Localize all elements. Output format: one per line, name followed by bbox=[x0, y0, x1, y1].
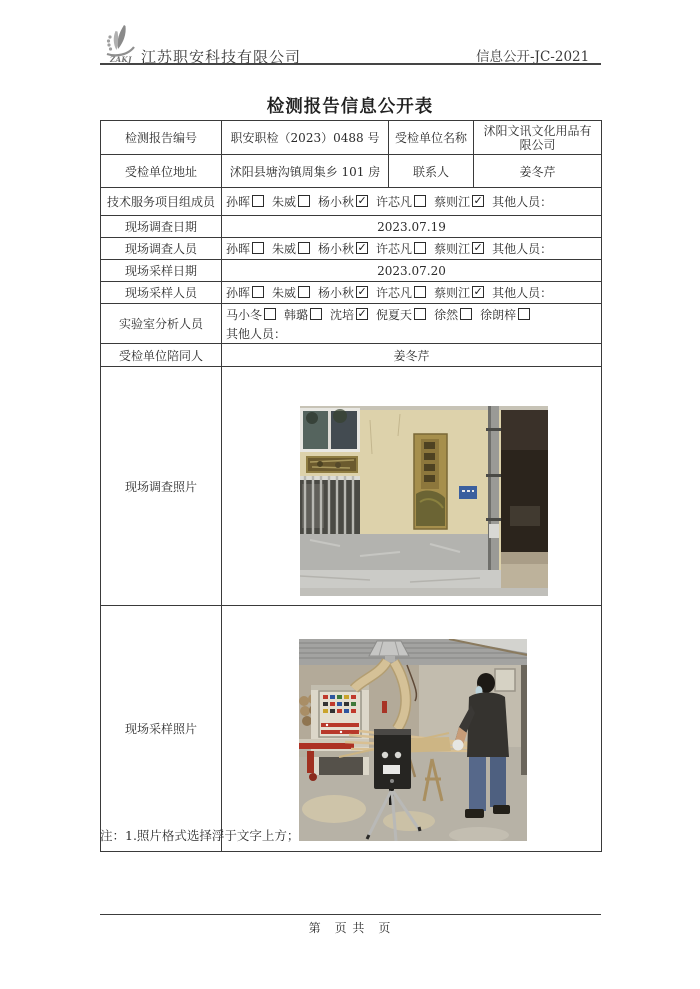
header-rule bbox=[100, 63, 601, 65]
staff-member bbox=[318, 195, 368, 209]
checkbox-checked-icon: ✓ bbox=[357, 307, 367, 320]
escort-value: 姜冬芹 bbox=[222, 344, 602, 367]
staff-member bbox=[330, 308, 368, 322]
survey-staff-members bbox=[222, 238, 602, 260]
others-label: 其他人员： bbox=[492, 286, 553, 300]
staff-member bbox=[376, 195, 426, 209]
others-label: 其他人员： bbox=[492, 242, 553, 256]
staff-name: 杨小秋 bbox=[318, 242, 355, 256]
staff-member bbox=[434, 286, 484, 300]
staff-name: 许芯凡 bbox=[376, 195, 413, 209]
checkbox-unchecked-icon bbox=[252, 286, 264, 298]
survey-photo-cell bbox=[222, 367, 602, 606]
staff-member bbox=[226, 308, 276, 322]
staff-name: 杨小秋 bbox=[318, 195, 355, 209]
checkbox-unchecked-icon bbox=[460, 308, 472, 320]
staff-name: 孙晖 bbox=[226, 242, 251, 256]
staff-member bbox=[318, 286, 368, 300]
checkbox-checked-icon: ✓ bbox=[473, 195, 483, 207]
survey-photo bbox=[300, 406, 548, 596]
staff-member bbox=[226, 286, 264, 300]
staff-name: 许芯凡 bbox=[376, 286, 413, 300]
others-label: 其他人员： bbox=[492, 195, 553, 209]
checkbox-unchecked-icon bbox=[414, 242, 426, 254]
sampling-photo-cell bbox=[222, 606, 602, 852]
contact-value: 姜冬芹 bbox=[474, 155, 602, 188]
row-escort bbox=[101, 344, 602, 367]
survey-staff-label: 现场调查人员 bbox=[101, 238, 222, 260]
lab-staff-label: 实验室分析人员 bbox=[101, 304, 222, 344]
survey-date-label: 现场调查日期 bbox=[101, 216, 222, 238]
unit-name-label: 受检单位名称 bbox=[389, 121, 474, 155]
staff-name: 蔡则江 bbox=[434, 286, 471, 300]
checkbox-unchecked-icon bbox=[298, 195, 310, 207]
checkbox-unchecked-icon bbox=[252, 195, 264, 207]
sampling-date-value: 2023.07.20 bbox=[222, 260, 602, 282]
tech-team-members bbox=[222, 188, 602, 216]
page-number: 第 页 共 页 bbox=[308, 921, 392, 935]
staff-member bbox=[480, 308, 530, 322]
row-survey-photo bbox=[101, 367, 602, 606]
row-sampling-photo bbox=[101, 606, 602, 852]
downspout-pole bbox=[486, 406, 501, 584]
staff-member bbox=[376, 286, 426, 300]
staff-member bbox=[272, 286, 310, 300]
footnote: 注：1.照片格式选择浮于文字上方； bbox=[100, 828, 300, 843]
survey-photo-label: 现场调查照片 bbox=[101, 367, 222, 606]
checkbox-unchecked-icon bbox=[264, 308, 276, 320]
doc-code: 信息公开-JC-2021 bbox=[476, 49, 590, 65]
staff-member bbox=[376, 242, 426, 256]
footer-rule bbox=[100, 914, 601, 915]
unit-address-value: 沭阳县塘沟镇周集乡 101 房 bbox=[222, 155, 389, 188]
checkbox-unchecked-icon bbox=[298, 286, 310, 298]
staff-name: 朱威 bbox=[272, 286, 297, 300]
row-tech-team bbox=[101, 188, 602, 216]
staff-name: 朱威 bbox=[272, 195, 297, 209]
staff-member bbox=[272, 195, 310, 209]
escort-label: 受检单位陪同人 bbox=[101, 344, 222, 367]
page-title: 检测报告信息公开表 bbox=[266, 97, 434, 117]
staff-member bbox=[434, 308, 472, 322]
staff-name: 许芯凡 bbox=[376, 242, 413, 256]
staff-name: 马小冬 bbox=[226, 307, 263, 322]
staff-member bbox=[434, 195, 484, 209]
checkbox-checked-icon: ✓ bbox=[357, 286, 367, 298]
sampling-photo-label: 现场采样照片 bbox=[101, 606, 222, 852]
svg-text:ZAKJ: ZAKJ bbox=[110, 55, 132, 64]
staff-name: 韩璐 bbox=[284, 307, 309, 322]
checkbox-unchecked-icon bbox=[518, 308, 530, 320]
company-name: 江苏职安科技有限公司 bbox=[141, 48, 302, 66]
staff-name: 孙晖 bbox=[226, 286, 251, 300]
report-form-table bbox=[100, 120, 602, 852]
staff-member bbox=[284, 308, 322, 322]
checkbox-unchecked-icon bbox=[414, 286, 426, 298]
vertical-brass-sign bbox=[414, 434, 447, 529]
staff-member bbox=[272, 242, 310, 256]
checkbox-checked-icon: ✓ bbox=[357, 195, 367, 207]
sampling-staff-label: 现场采样人员 bbox=[101, 282, 222, 304]
checkbox-unchecked-icon bbox=[414, 195, 426, 207]
checkbox-checked-icon: ✓ bbox=[473, 286, 483, 298]
others-label: 其他人员： bbox=[226, 326, 287, 341]
barred-window bbox=[300, 476, 360, 534]
staff-name: 蔡则江 bbox=[434, 195, 471, 209]
contact-label: 联系人 bbox=[389, 155, 474, 188]
sampling-date-label: 现场采样日期 bbox=[101, 260, 222, 282]
staff-name: 蔡则江 bbox=[434, 242, 471, 256]
horizontal-brass-plaque bbox=[306, 456, 358, 473]
doorway bbox=[501, 410, 548, 596]
report-no-label: 检测报告编号 bbox=[101, 121, 222, 155]
row-sampling-date bbox=[101, 260, 602, 282]
survey-date-value: 2023.07.19 bbox=[222, 216, 602, 238]
row-survey-date bbox=[101, 216, 602, 238]
lab-staff-members bbox=[222, 304, 602, 344]
staff-member bbox=[226, 242, 264, 256]
window-top-left bbox=[300, 408, 360, 452]
checkbox-checked-icon: ✓ bbox=[357, 242, 367, 254]
staff-member bbox=[434, 242, 484, 256]
staff-name: 徐然 bbox=[434, 307, 459, 322]
report-no-value: 职安职检（2023）0488 号 bbox=[222, 121, 389, 155]
unit-name-value: 沭阳文讯文化用品有限公司 bbox=[474, 121, 602, 155]
checkbox-unchecked-icon bbox=[310, 308, 322, 320]
checkbox-unchecked-icon bbox=[252, 242, 264, 254]
checkbox-checked-icon: ✓ bbox=[473, 242, 483, 254]
sampling-staff-members bbox=[222, 282, 602, 304]
checkbox-unchecked-icon bbox=[414, 308, 426, 320]
roof bbox=[299, 639, 527, 665]
row-lab-staff bbox=[101, 304, 602, 344]
staff-member bbox=[318, 242, 368, 256]
staff-name: 倪夏天 bbox=[376, 307, 413, 322]
staff-name: 孙晖 bbox=[226, 195, 251, 209]
staff-member bbox=[376, 308, 426, 322]
row-survey-staff bbox=[101, 238, 602, 260]
staff-name: 沈培 bbox=[330, 307, 355, 322]
staff-member bbox=[226, 195, 264, 209]
row-address bbox=[101, 155, 602, 188]
staff-name: 徐朗梓 bbox=[480, 307, 517, 322]
staff-name: 杨小秋 bbox=[318, 286, 355, 300]
unit-address-label: 受检单位地址 bbox=[101, 155, 222, 188]
staff-name: 朱威 bbox=[272, 242, 297, 256]
checkbox-unchecked-icon bbox=[298, 242, 310, 254]
sampling-photo bbox=[299, 639, 527, 841]
address-plate bbox=[459, 486, 477, 499]
tech-team-label: 技术服务项目组成员 bbox=[101, 188, 222, 216]
row-report-no bbox=[101, 121, 602, 155]
row-sampling-staff bbox=[101, 282, 602, 304]
